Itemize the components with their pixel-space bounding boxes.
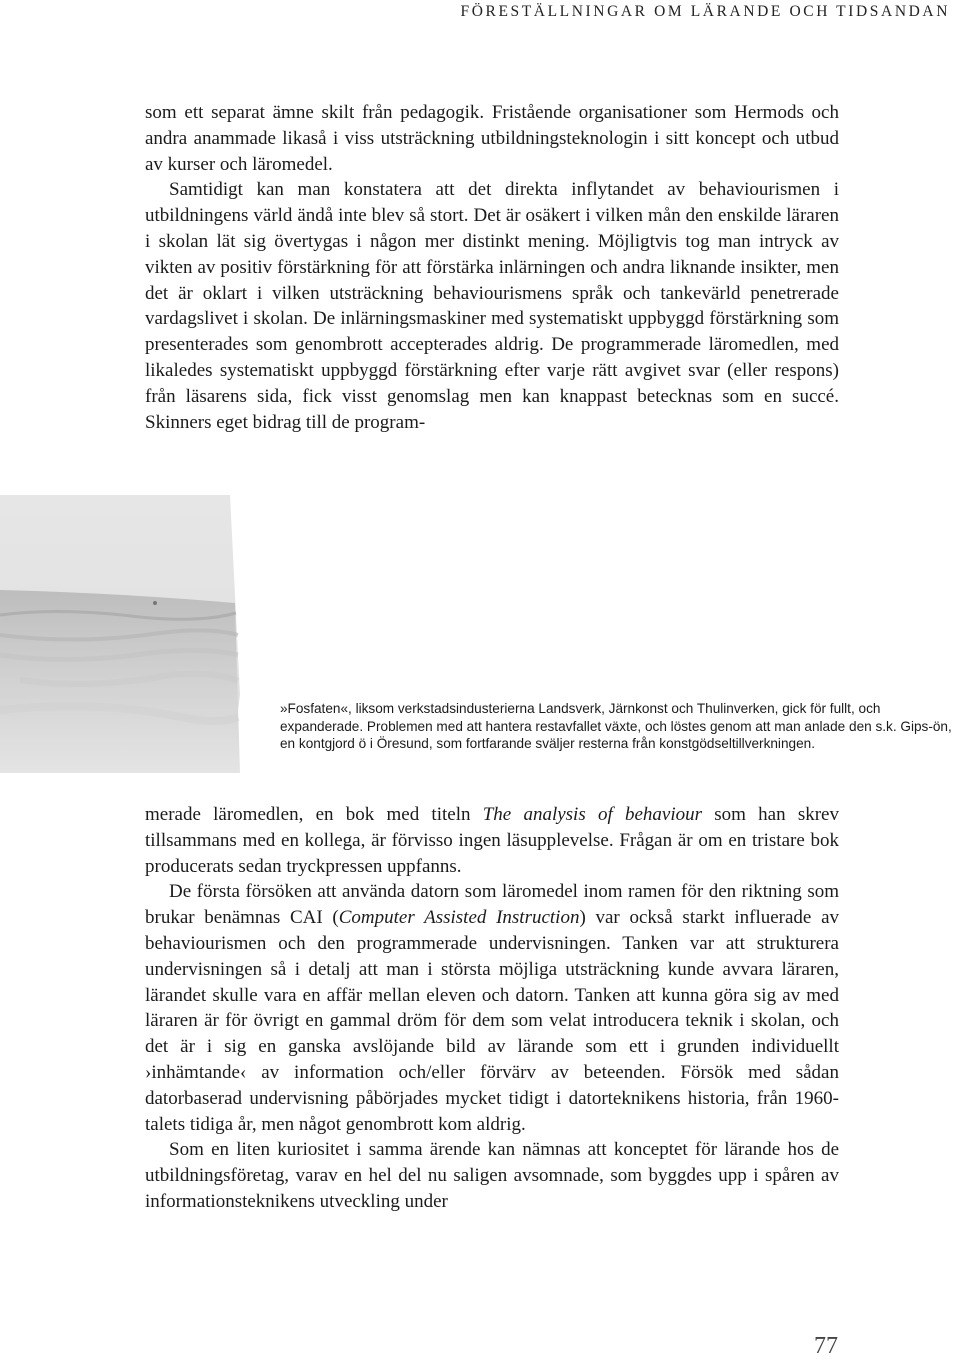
paragraph-text: merade läromedlen, en bok med titeln bbox=[145, 804, 483, 825]
paragraph-text: ) var också starkt influerade av behaviourismen och den programmerade undervisningen. Tanken var att strukturera undervisningen så i detalj att man i största möjliga utsträckning kunde avvara läraren, lärandet skulle vara en affär mellan eleven och datorn. Tanken att kunna göra sig av med läraren är för övrigt en gammal dröm för dem som velat introducera teknik i skolan, och det är i sig en ganska avslöjande bild av lärande som ett i grunden individuellt ›inhämtande‹ av information och/eller förvärv av beteenden. Försök med sådan datorbaserad undervisning påbörjades mycket tidigt i datorteknikens historia, från 1960-talets tidiga år, men något genombrott kom aldrig. bbox=[145, 907, 839, 1135]
term-italic: Computer Assisted Instruction bbox=[338, 907, 580, 929]
paragraph bbox=[145, 802, 839, 879]
paragraph-text: som han skrev tillsammans med en kollega, är förvisso ingen läsupplevelse. Frågan är om en tristare bok producerats sedan tryckpressen uppfanns. bbox=[145, 804, 839, 877]
page-number: 77 bbox=[814, 1333, 838, 1359]
paragraph: Samtidigt kan man konstatera att det direkta inflytandet av behaviourismen i utbildningens värld ändå inte blev så stort. Det är osäkert i vilken mån den enskilde läraren i skolan lät sig övertygas i någon mer distinkt mening. Möjligtvis tog man intryck av vikten av positiv förstärkning för att förstärka inlärningen och andra liknande insikter, men det är oklart i vilken utsträckning behaviourismens språk och tankevärld penetrerade vardagslivet i skolan. De inlärningsmaskiner med systematiskt uppbyggd förstärkning som presenterades som genombrott accepterades aldrig. De programmerade läromedlen, med likaledes systematiskt uppbyggd förstärkning efter varje rätt avgivet svar (eller respons) från läsarens sida, fick visst genomslag men kan knappast betecknas som en succé. Skinners eget bidrag till de program- bbox=[145, 179, 839, 433]
body-text-bottom bbox=[145, 802, 839, 1215]
paragraph: Som en liten kuriositet i samma ärende kan nämnas att konceptet för lärande hos de utbildningsföretag, varav en hel del nu saligen avsomnade, som byggdes upp i spåren av informationsteknikens utveckling under bbox=[145, 1139, 839, 1212]
running-title: FÖRESTÄLLNINGAR OM LÄRANDE OCH TIDSANDAN bbox=[460, 3, 950, 20]
paragraph bbox=[145, 879, 839, 1137]
paragraph-text: De första försöken att använda datorn som läromedel inom ramen för den riktning som brukar benämnas CAI ( bbox=[145, 881, 839, 929]
paragraph: som ett separat ämne skilt från pedagogik. Fristående organisationer som Hermods och andra anammade likaså i viss utsträckning utbildningsteknologin i sitt koncept och utbud av kurser och läromedel. bbox=[145, 102, 839, 175]
running-header bbox=[250, 0, 950, 30]
book-title: The analysis of behaviour bbox=[482, 804, 703, 825]
body-text-top bbox=[145, 100, 839, 435]
figure-caption bbox=[280, 700, 952, 753]
caption-text: »Fosfaten«, liksom verkstadsindusterierna Landsverk, Järnkonst och Thulinverken, gick för fullt, och expanderade. Problemen med att hantera restavfallet växte, och löstes genom att man anlade den s.k. Gips-ön, en kontgjord ö i Öresund, som fortfarande sväljer resterna från konstgödseltillverkningen. bbox=[280, 701, 952, 751]
